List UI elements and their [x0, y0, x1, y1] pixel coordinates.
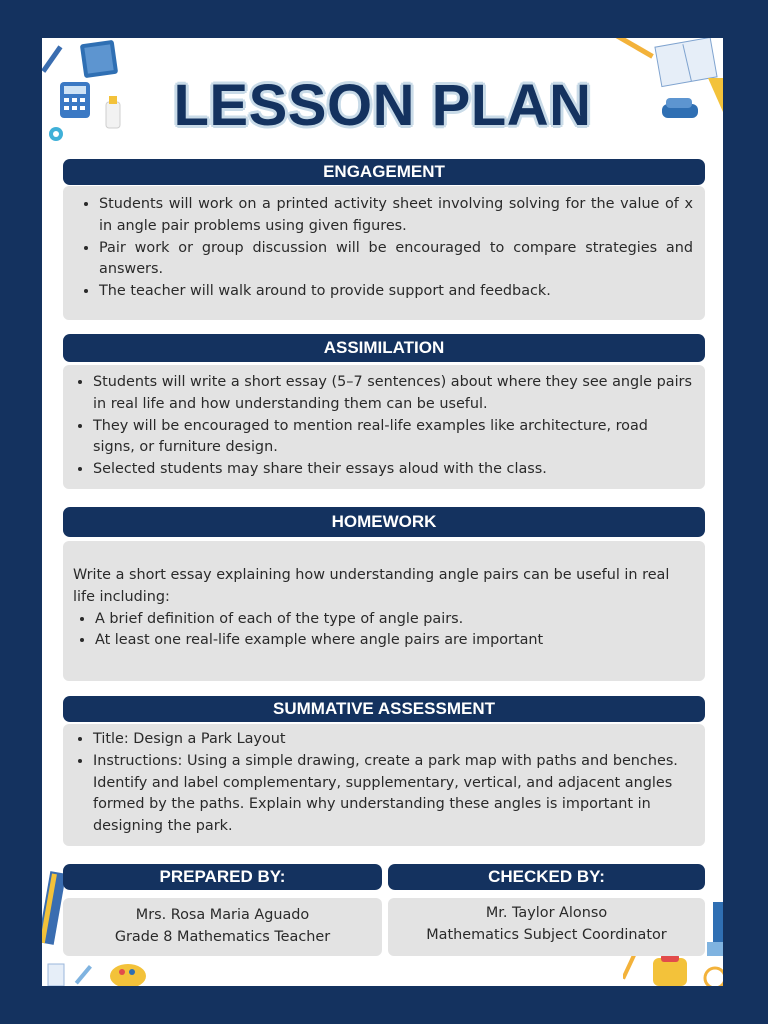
prepared-by-heading: PREPARED BY: — [63, 864, 382, 890]
checked-by-heading: CHECKED BY: — [388, 864, 705, 890]
engagement-list — [77, 194, 693, 303]
lesson-plan-page — [42, 38, 723, 986]
list-item: • Pair work or group discussion will be encouraged to compare strategies and answers. — [99, 238, 693, 282]
list-item: • Instructions: Using a simple drawing, create a park map with paths and benches. Identify and label complementary, supplementary, vertical, and adjacent angles formed by the paths. Explain why understanding these angles is important in designing the park. — [93, 751, 693, 838]
list-item: • The teacher will walk around to provide support and feedback. — [99, 281, 693, 303]
list-item: • Students will write a short essay (5–7 sentences) about where they see angle pairs in real life and how understanding them can be useful. — [93, 372, 693, 416]
homework-box — [63, 541, 705, 681]
list-item: • Selected students may share their essays aloud with the class. — [93, 459, 693, 481]
homework-list — [73, 609, 693, 653]
prepared-by-role: Grade 8 Mathematics Teacher — [114, 929, 331, 945]
summative-list — [71, 729, 693, 838]
summative-heading: SUMMATIVE ASSESSMENT — [63, 696, 705, 722]
list-item: • Students will work on a printed activity sheet involving solving for the value of x in angle pair problems using given figures. — [99, 194, 693, 238]
list-item: • A brief definition of each of the type of angle pairs. — [95, 609, 693, 631]
assimilation-list — [71, 372, 693, 481]
checked-by-name: Mr. Taylor Alonso — [485, 905, 608, 921]
checked-by-box — [388, 898, 705, 956]
assimilation-heading: ASSIMILATION — [63, 334, 705, 362]
checked-by-role: Mathematics Subject Coordinator — [426, 927, 667, 943]
list-item: • At least one real-life example where angle pairs are important — [95, 630, 693, 652]
list-item: • Title: Design a Park Layout — [93, 729, 693, 751]
assimilation-box — [63, 365, 705, 489]
page-title: LESSON PLAN — [173, 73, 592, 138]
summative-box — [63, 724, 705, 846]
list-item: • They will be encouraged to mention real-life examples like architecture, road signs, or furniture design. — [93, 416, 693, 460]
homework-heading: HOMEWORK — [63, 507, 705, 537]
prepared-by-name: Mrs. Rosa Maria Aguado — [135, 907, 310, 923]
engagement-box — [63, 186, 705, 320]
engagement-heading: ENGAGEMENT — [63, 159, 705, 185]
prepared-by-box — [63, 898, 382, 956]
homework-intro: Write a short essay explaining how understanding angle pairs can be useful in real life including: — [73, 567, 670, 605]
